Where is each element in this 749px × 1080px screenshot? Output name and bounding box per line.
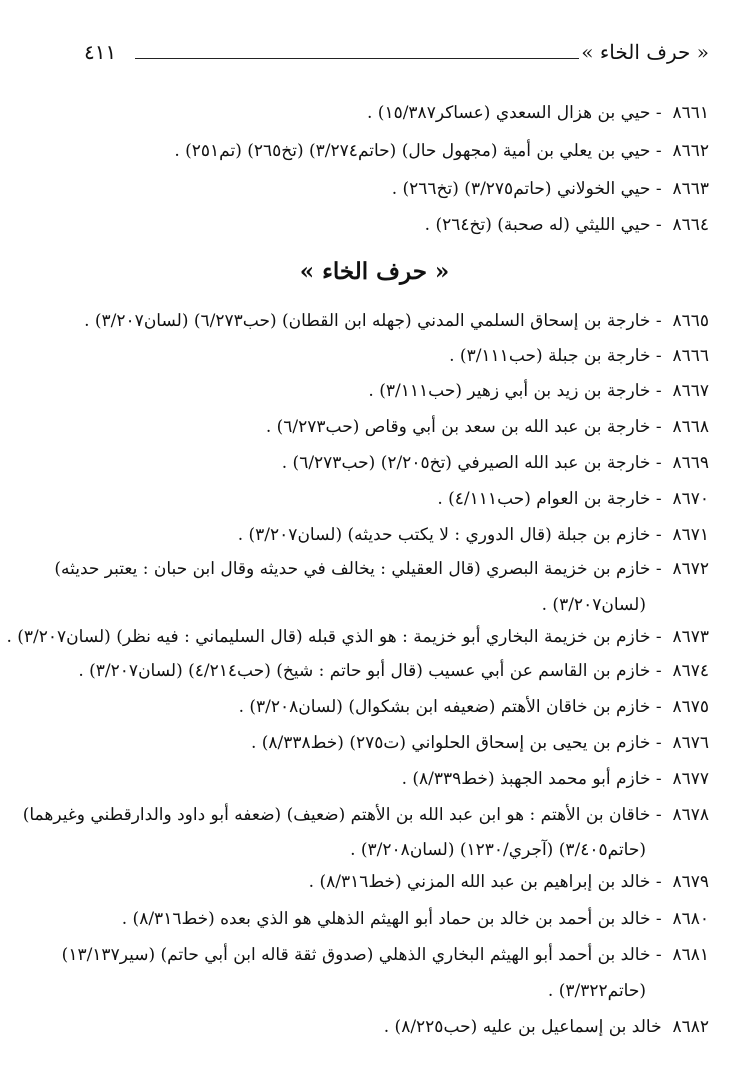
entry-text: - حيي بن هزال السعدي (عساكر١٥/٣٨٧) . [366, 103, 667, 123]
entry-text: - خارجة بن زيد بن أبي زهير (حب٣/١١١) . [368, 381, 667, 401]
entry [37, 732, 709, 754]
header-rule [135, 58, 579, 59]
entry [37, 345, 709, 367]
entry-text: - خازم بن جبلة (قال الدوري : لا يكتب حديثه) (لسان٣/٢٠٧) . [237, 525, 667, 545]
entry [37, 102, 709, 124]
entry-text: - خازم بن خاقان الأهتم (ضعيفه ابن بشكوال) (لسان٣/٢٠٨) . [238, 697, 667, 717]
entry [37, 380, 709, 402]
entry [37, 871, 709, 893]
entry [22, 804, 709, 826]
entry-number: ٨٦٧٨ [672, 805, 709, 825]
entry-number: ٨٦٦٦ [672, 346, 709, 366]
entry [37, 768, 709, 790]
entry [6, 626, 709, 648]
entry-text: - خارجة بن عبد الله بن سعد بن أبي وقاص (حب٦/٢٧٣) . [265, 417, 667, 437]
entry-continuation: (لسان٣/٢٠٧) . [541, 595, 646, 615]
entry [37, 488, 709, 510]
entry-text: - خارجة بن جبلة (حب٣/١١١) . [449, 346, 667, 366]
entry-number: ٨٦٨٢ [672, 1017, 709, 1037]
entry-number: ٨٦٧٣ [672, 627, 709, 647]
entry-text: - حيي الليثي (له صحبة) (تخ٢٦٤) . [424, 215, 667, 235]
entry-text: - خازم أبو محمد الجهبذ (خط٨/٣٣٩) . [401, 769, 667, 789]
entry-text: - خارجة بن عبد الله الصيرفي (تخ٢/٢٠٥) (حب٦/٢٧٣) . [281, 453, 667, 473]
entry-text: - خازم بن خزيمة البصري (قال العقيلي : يخالف في حديثه وقال ابن حبان : يعتبر حديثه) [54, 559, 667, 579]
entry [37, 558, 709, 580]
entry [37, 944, 709, 966]
entry-number: ٨٦٨٠ [672, 909, 709, 929]
entry [37, 524, 709, 546]
entry-text: - خالد بن أحمد بن خالد بن حماد أبو الهيثم الذهلي هو الذي بعده (خط٨/٣١٦) . [121, 909, 667, 929]
entry [37, 1016, 709, 1038]
entry-number: ٨٦٨١ [672, 945, 709, 965]
entry [37, 416, 709, 438]
entry-number: ٨٦٦٨ [672, 417, 709, 437]
entry-number: ٨٦٦٣ [672, 179, 709, 199]
entry [37, 696, 709, 718]
entry-text: - خالد بن إبراهيم بن عبد الله المزني (خط٨/٣١٦) . [308, 872, 667, 892]
entry-text: - خاقان بن الأهتم : هو ابن عبد الله بن الأهتم (ضعيف) (ضعفه أبو داود والدارقطني وغيرهما) [22, 805, 667, 825]
entry-number: ٨٦٧٦ [672, 733, 709, 753]
entry-continuation: (حاتم٣/٤٠٥) (آجري/١٢٣٠) (لسان٣/٢٠٨) . [350, 840, 646, 860]
entry-text: خالد بن إسماعيل بن عليه (حب٨/٢٢٥) . [383, 1017, 667, 1037]
entry-number: ٨٦٧٧ [672, 769, 709, 789]
entry-text: - حيي الخولاني (حاتم٣/٢٧٥) (تخ٢٦٦) . [391, 179, 667, 199]
entry-number: ٨٦٧٤ [672, 661, 709, 681]
entry-number: ٨٦٧٢ [672, 559, 709, 579]
entry [37, 908, 709, 930]
entry-continuation: (حاتم٣/٣٢٢) . [547, 981, 646, 1001]
entry [37, 310, 709, 332]
entry-text: - خازم بن يحيى بن إسحاق الحلواني (ت٢٧٥) (خط٨/٣٣٨) . [250, 733, 667, 753]
entry-number: ٨٦٧١ [672, 525, 709, 545]
entry [37, 178, 709, 200]
entry-number: ٨٦٦٧ [672, 381, 709, 401]
entry-number: ٨٦٦١ [672, 103, 709, 123]
entry-text: - خازم بن القاسم عن أبي عسيب (قال أبو حاتم : شيخ) (حب٤/٢١٤) (لسان٣/٢٠٧) . [78, 661, 667, 681]
section-heading: « حرف الخاء » [299, 258, 450, 285]
entry-text: - خارجة بن إسحاق السلمي المدني (جهله ابن القطان) (حب٦/٢٧٣) (لسان٣/٢٠٧) . [84, 311, 667, 331]
entry-text: - خارجة بن العوام (حب٤/١١١) . [437, 489, 667, 509]
entry [37, 660, 709, 682]
entry-number: ٨٦٦٥ [672, 311, 709, 331]
entry [37, 452, 709, 474]
entry-text: - خالد بن أحمد أبو الهيثم البخاري الذهلي (صدوق ثقة قاله ابن أبي حاتم) (سير١٣/١٣٧) [61, 945, 667, 965]
entry-number: ٨٦٦٩ [672, 453, 709, 473]
entry [37, 140, 709, 162]
entry-number: ٨٦٧٥ [672, 697, 709, 717]
entry-number: ٨٦٦٢ [672, 141, 709, 161]
page-number: ٤١١ [84, 40, 117, 64]
entry-text: - خازم بن خزيمة البخاري أبو خزيمة : هو الذي قبله (قال السليماني : فيه نظر) (لسان٣/٢٠٧) . [6, 627, 667, 647]
entry-number: ٨٦٧٠ [672, 489, 709, 509]
entry-number: ٨٦٦٤ [672, 215, 709, 235]
entry [37, 214, 709, 236]
entry-number: ٨٦٧٩ [672, 872, 709, 892]
entry-text: - حيي بن يعلي بن أمية (مجهول حال) (حاتم٣/٢٧٤) (تخ٢٦٥) (تم٢٥١) . [174, 141, 667, 161]
running-header-title: « حرف الخاء » [581, 40, 709, 64]
